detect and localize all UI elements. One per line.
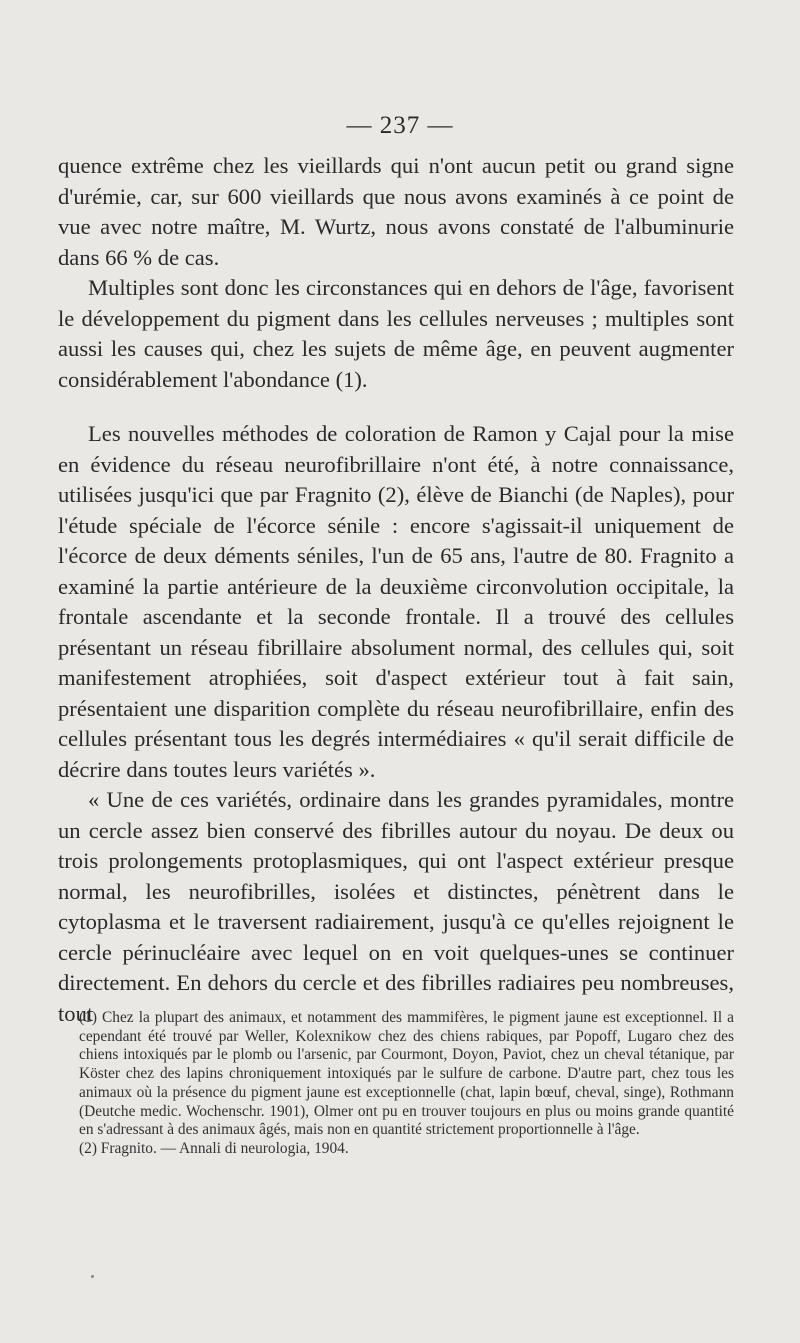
body-text [58, 151, 734, 1029]
footnotes [79, 1009, 734, 1159]
footnote-2: (2) Fragnito. — Annali di neurologia, 1904. [79, 1139, 349, 1157]
footnote-1: (1) Chez la plupart des animaux, et notamment des mammifères, le pigment jaune est exceptionnel. Il a cependant été trouvé par Weller, Kolexnikow chez des chiens rabiques, par Popoff, Lugaro chez des chiens intoxiqués par le plomb ou l'arsenic, par Courmont, Doyon, Paviot, chez un cheval tétanique, par Köster chez des lapins chroniquement intoxiqués par le sulfure de carbone. D'autre part, chez tous les animaux où la présence du pigment jaune est exceptionnelle (chat, lapin bœuf, cheval, singe), Rothmann (Deutche medic. Wochenschr. 1901), Olmer ont pu en trouver toujours en plus ou moins grande quantité en s'adressant à des animaux âgés, mais non en quantité strictement proportionnelle à l'âge. [79, 1009, 734, 1139]
ink-speck [91, 1275, 94, 1278]
paragraph-4: « Une de ces variétés, ordinaire dans les grandes pyramidales, montre un cercle assez bien conservé des fibrilles autour du noyau. De deux ou trois prolongements protoplasmiques, qui ont l'aspect extérieur presque normal, les neurofibrilles, isolées et distinctes, pénètrent dans le cytoplasma et le traversent radiairement, jusqu'à ce qu'elles rejoignent le cercle périnucléaire avec lequel on en voit quelques-unes se continuer directement. En dehors du cercle et des fibrilles radiaires peu nombreuses, tout [58, 787, 734, 1026]
paragraph-3: Les nouvelles méthodes de coloration de Ramon y Cajal pour la mise en évidence du réseau neurofibrillaire n'ont été, à notre connaissance, utilisées jusqu'ici que par Fragnito (2), élève de Bianchi (de Naples), pour l'étude spéciale de l'écorce sénile : encore s'agissait-il uniquement de l'écorce de deux déments séniles, l'un de 65 ans, l'autre de 80. Fragnito a examiné la partie antérieure de la deuxième circonvolution occipitale, la frontale ascendante et la seconde frontale. Il a trouvé des cellules présentant un réseau fibrillaire absolument normal, des cellules qui, soit manifestement atrophiées, soit d'aspect extérieur tout à fait sain, présentaient une disparition complète du réseau neurofibrillaire, enfin des cellules présentant tous les degrés intermédiaires « qu'il serait difficile de décrire dans toutes leurs variétés ». [58, 421, 734, 782]
page-number: — 237 — [346, 112, 454, 139]
paragraph-1: quence extrême chez les vieillards qui n'ont aucun petit ou grand signe d'urémie, car, sur 600 vieillards que nous avons examinés à ce point de vue avec notre maître, M. Wurtz, nous avons constaté de l'albuminurie dans 66 % de cas. [58, 153, 734, 270]
paragraph-2: Multiples sont donc les circonstances qui en dehors de l'âge, favorisent le développement du pigment dans les cellules nerveuses ; multiples sont aussi les causes qui, chez les sujets de même âge, en peuvent augmenter considérablement l'abondance (1). [58, 275, 734, 392]
